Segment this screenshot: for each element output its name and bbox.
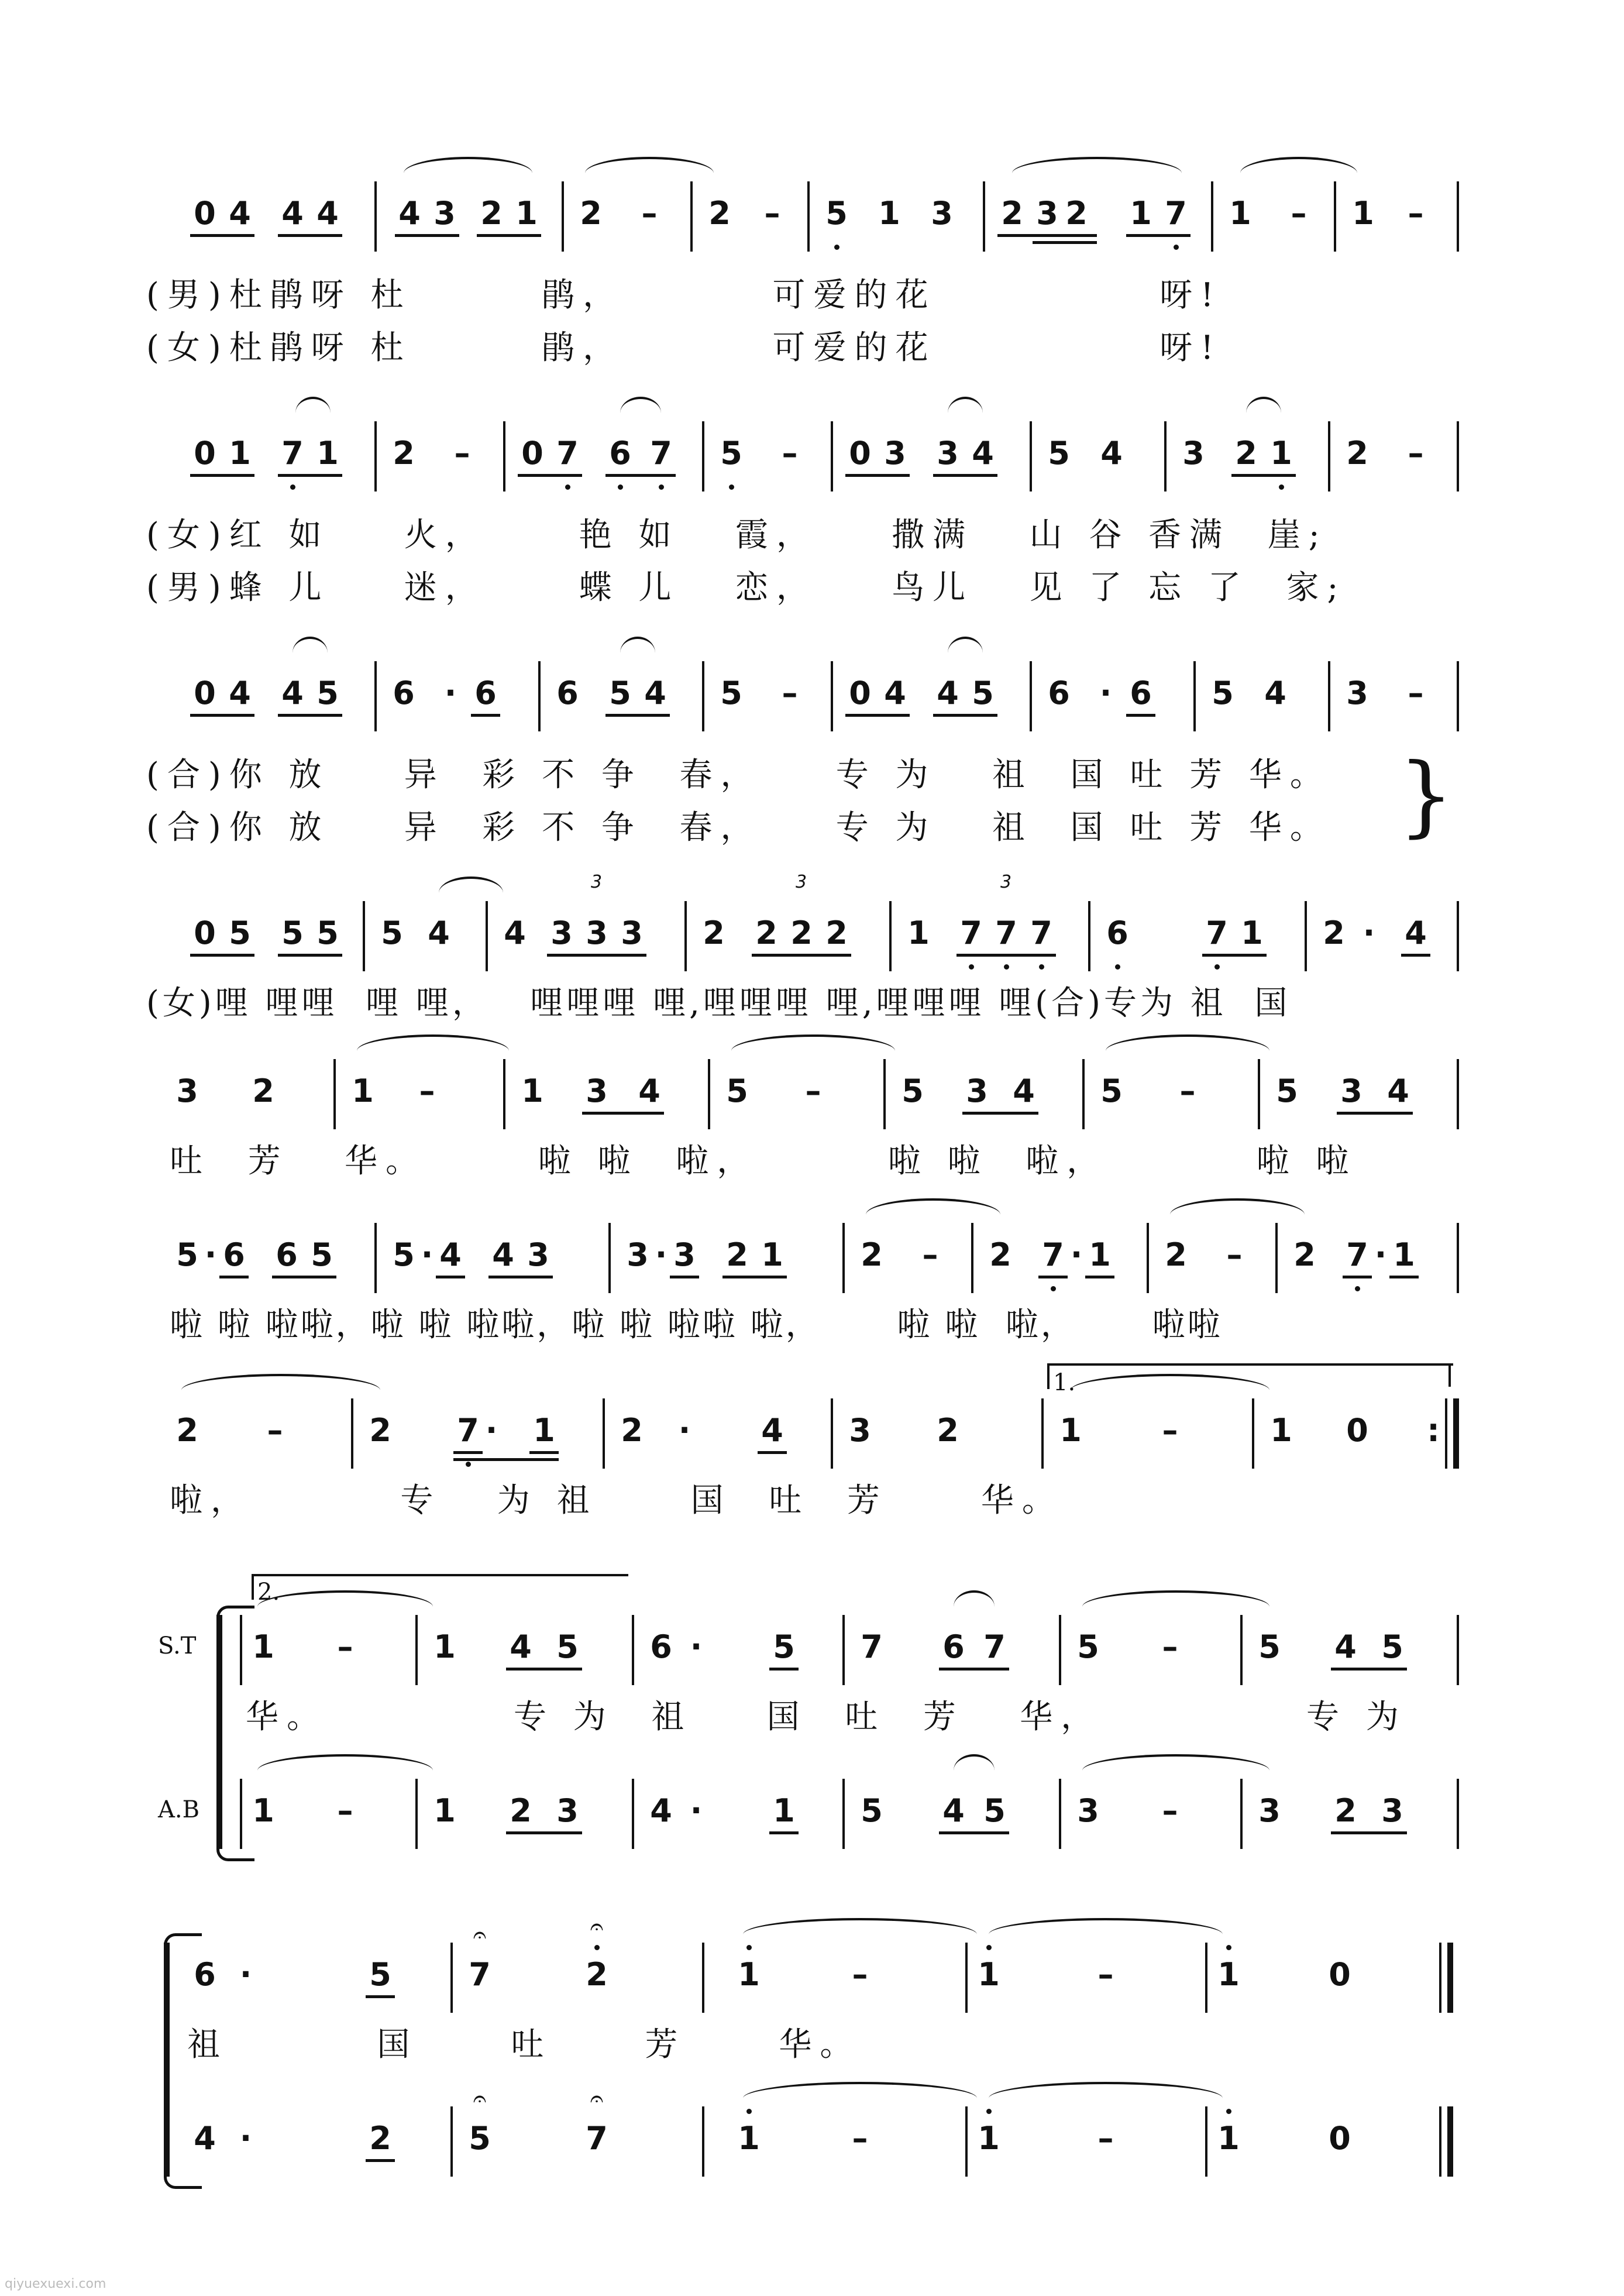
lyric-1b: (女)杜鹃呀 杜 鹃， 可爱的花 呀! (146, 329, 1222, 367)
ending-1-label: 1. (1053, 1369, 1076, 1396)
lyric-2b: (男)蜂 儿 迷， 蝶 儿 恋， 鸟儿 见 了 忘 了 家; (146, 569, 1347, 607)
lyric-6: 啦 啦 啦啦，啦 啦 啦啦，啦 啦 啦啦 啦， 啦 啦 啦， 啦啦 (170, 1306, 1223, 1344)
notation-row-9b: 4 · 2 5 𝄐 7 𝄐 1 – 1 – 1 0 (0, 2112, 1624, 2177)
triplet-mark: 3 (591, 872, 603, 892)
triplet-mark: 3 (796, 872, 807, 892)
lyric-3b: (合)你 放 异 彩 不 争 春， 专 为 祖 国 吐 芳 华。 (146, 809, 1331, 847)
lyric-8: 华。 专 为 祖 国 吐 芳 华， 专 为 (246, 1698, 1407, 1736)
lyric-9: 祖 国 吐 芳 华。 (187, 2026, 861, 2064)
fermata: 𝄐 (473, 1922, 487, 1948)
fermata: 𝄐 (473, 2085, 487, 2112)
ending-2-label: 2. (257, 1579, 280, 1606)
lyric-2a: (女)红 如 火， 艳 如 霞， 撒满 山 谷 香满 崖; (146, 516, 1328, 554)
lyric-4: (女)哩 哩哩 哩 哩， 哩哩哩 哩,哩哩哩 哩,哩哩哩 哩(合)专为 祖 国 (146, 984, 1291, 1022)
notation-row-3: 0 4 4 5 6 · 6 6 5 4 5 – 0 4 4 5 6 · 6 5 4 3 – (0, 667, 1624, 731)
notation-row-6: 5 · 6 6 5 5 · 4 4 3 3 · 3 2 1 2 – 2 7 · 1 2 – 2 7 · 1 (0, 1229, 1624, 1293)
lyric-1a: (男)杜鹃呀 杜 鹃， 可爱的花 呀! (146, 276, 1222, 314)
notation-row-8a: 1 – 1 4 5 6 · 5 7 6 7 5 – 5 4 5 (0, 1621, 1624, 1685)
part-label-ab: A.B (158, 1796, 199, 1823)
notation-row-1: 0 4 4 4 4 3 2 1 2 – 2 – 5 1 3 2 3 2 1 7 1 – 1 – (0, 187, 1624, 252)
notation-row-9a: 6 · 5 7 𝄐 2 𝄐 1 – 1 – 1 0 (0, 1948, 1624, 2013)
lyric-5: 吐 芳 华。 啦 啦 啦， 啦 啦 啦， 啦 啦 (170, 1142, 1357, 1180)
part-label-st: S.T (158, 1632, 197, 1659)
brace: } (1398, 745, 1454, 847)
triplet-mark: 3 (1000, 872, 1012, 892)
fermata: 𝄐 (590, 1913, 604, 1940)
lyric-3a: (合)你 放 异 彩 不 争 春， 专 为 祖 国 吐 芳 华。 (146, 756, 1331, 794)
notation-row-5: 3 2 1 – 1 3 4 5 – 5 3 4 5 – 5 3 4 (0, 1065, 1624, 1129)
notation-row-8b: 1 – 1 2 3 4 · 1 5 4 5 3 – 3 2 3 (0, 1785, 1624, 1849)
watermark: qiyuexuexi.com (5, 2277, 106, 2291)
notation-row-7: 2 – 2 7 · 1 2 · 4 3 2 1 – 1 0 : (0, 1404, 1624, 1469)
fermata: 𝄐 (590, 2085, 604, 2112)
lyric-7: 啦， 专 为 祖 国 吐 芳 华。 (170, 1482, 1063, 1520)
notation-row-4: 0 5 5 5 5 4 4 3 3 3 3 2 2 2 2 3 1 7 7 7 3 6 7 1 2 · 4 (0, 907, 1624, 971)
notation-row-2: 0 1 7 1 2 – 0 7 6 7 5 – 0 3 3 4 5 4 3 2 1 2 – (0, 427, 1624, 491)
